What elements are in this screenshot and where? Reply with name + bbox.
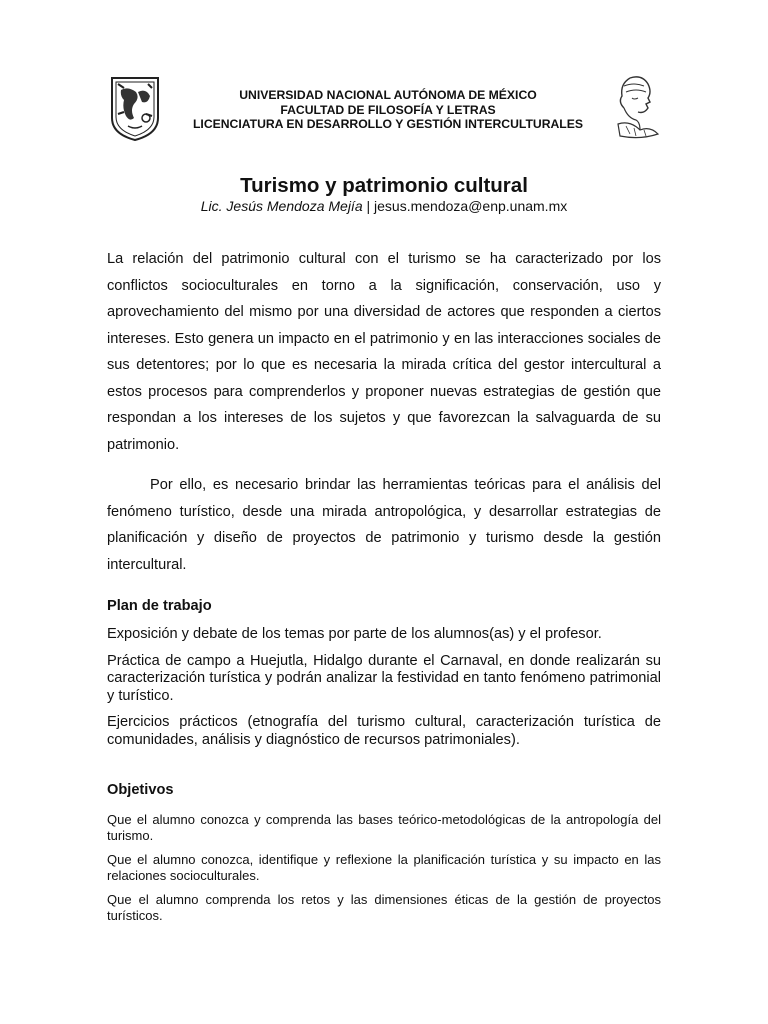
program-name: LICENCIATURA EN DESARROLLO Y GESTIÓN INTERCULTURALES [192,117,583,131]
plan-list [107,626,661,758]
objective-item: Que el alumno conozca y comprenda las bases teórico-metodológicas de la antropología del turismo. [107,812,661,843]
intro-paragraph-1: La relación del patrimonio cultural con el turismo se ha caracterizado por los conflictos socioculturales en torno a la significación, conservación, uso y aprovechamiento del mismo por una diversidad de actores que responden a ciertos intereses. Esto genera un impacto en el patrimonio y en las interacciones sociales de sus detentores; por lo que es necesaria la mirada crítica del gestor intercultural a estos procesos para comprenderlos y proponer nuevas estrategias de gestión que respondan a los intereses de los sujetos y que favorezcan la salvaguarda de su patrimonio. [107,251,661,453]
objectives-heading: Objetivos [107,782,174,798]
plan-item: Ejercicios prácticos (etnografía del turismo cultural, caracterización turística de comunidades, análisis y diagnóstico de recursos patrimoniales). [107,714,661,748]
unam-seal-icon [104,74,166,142]
plan-heading: Plan de trabajo [107,598,212,614]
objectives-list [107,812,661,932]
author-line [0,197,768,215]
document-title: Turismo y patrimonio cultural [240,174,528,197]
intro-paragraph-2: Por ello, es necesario brindar las herramientas teóricas para el análisis del fenómeno turístico, desde una mirada antropológica, y desarrollar estrategias de planificación y diseño de proyectos de patrimonio y turismo desde la gestión intercultural. [107,477,661,573]
objective-item: Que el alumno comprenda los retos y las dimensiones éticas de la gestión de proyectos turísticos. [107,892,661,923]
objective-item: Que el alumno conozca, identifique y reflexione la planificación turística y su impacto en las relaciones socioculturales. [107,852,661,883]
author-name: Lic. Jesús Mendoza Mejía [200,198,363,214]
author-separator: | [362,198,375,214]
athena-head-icon [610,74,664,142]
faculty-name: FACULTAD DE FILOSOFÍA Y LETRAS [280,102,496,117]
institution-header [0,74,768,144]
university-name: UNIVERSIDAD NACIONAL AUTÓNOMA DE MÉXICO [239,88,537,102]
author-email[interactable]: jesus.mendoza@enp.unam.mx [374,198,568,214]
plan-item: Exposición y debate de los temas por parte de los alumnos(as) y el profesor. [107,626,602,642]
plan-item: Práctica de campo a Huejutla, Hidalgo durante el Carnaval, en donde realizarán su caracterización turística y podrán analizar la festividad en tanto fenómeno patrimonial y turístico. [107,652,661,704]
